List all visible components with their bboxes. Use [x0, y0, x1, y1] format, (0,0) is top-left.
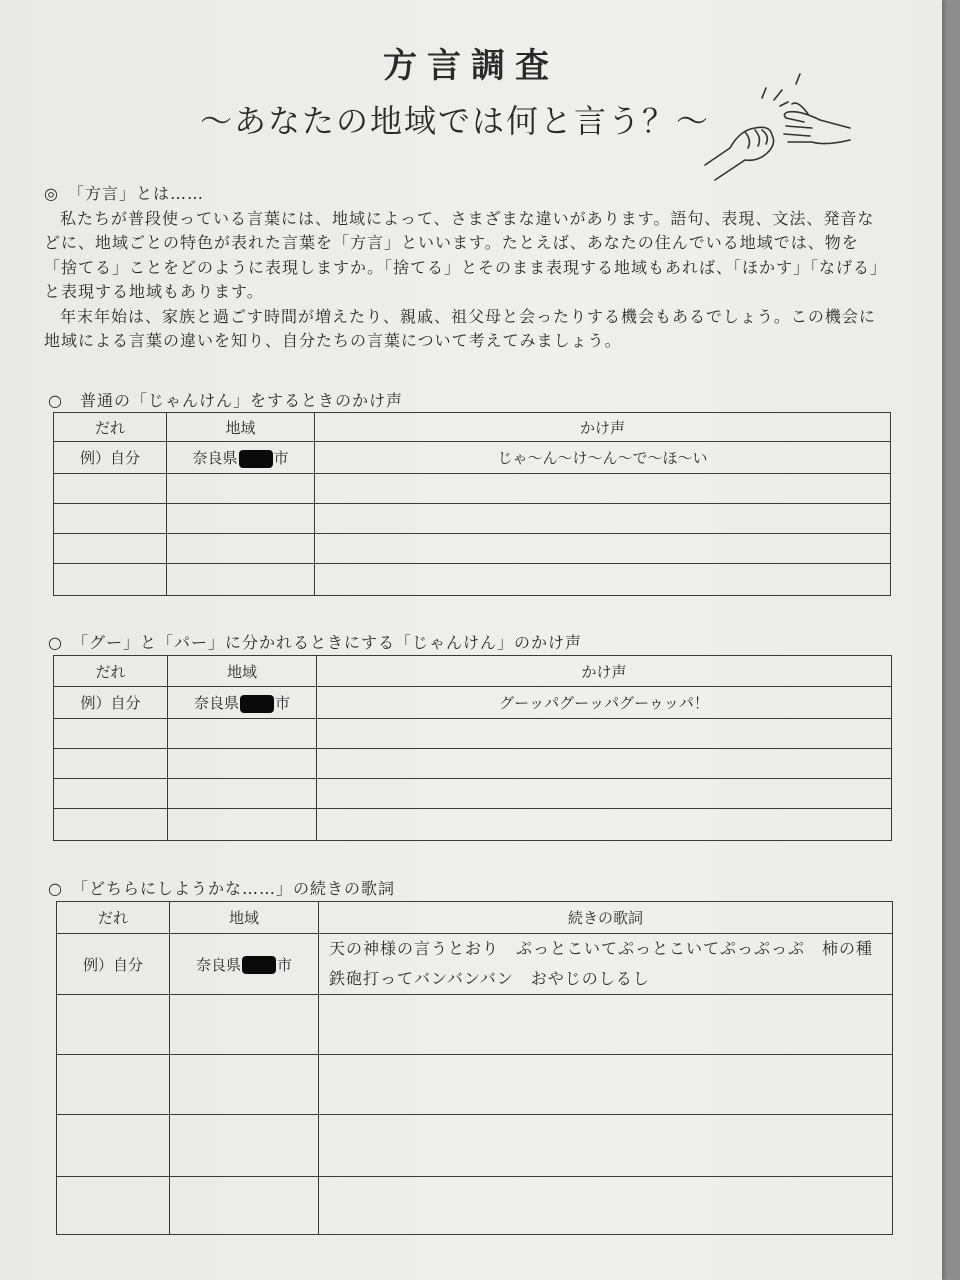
- intro-p2-line1: 年末年始は、家族と過ごす時間が増えたり、親戚、祖父母と会ったりする機会もあるでしょう。この機会に: [60, 306, 876, 326]
- region-cell[interactable]: [168, 719, 317, 749]
- table-row: [54, 779, 892, 809]
- who-cell[interactable]: [57, 1055, 170, 1115]
- rock-paper-hands-illustration: [700, 70, 860, 190]
- example-who: 例）自分: [54, 442, 167, 474]
- section-3-heading: ○ 「どちらにしようかな……」の続きの歌詞: [48, 879, 395, 898]
- region-pref: 奈良県: [195, 955, 241, 974]
- redaction-mark: [240, 695, 274, 713]
- region-pref: 奈良県: [193, 694, 239, 712]
- section-3-table: [56, 901, 893, 1235]
- header-region: 地域: [167, 413, 315, 442]
- page-subtitle: ～あなたの地域では何と言う？～: [200, 102, 711, 140]
- example-lyrics: [319, 934, 893, 995]
- intro-heading: ◎ 「方言」とは……: [44, 184, 204, 203]
- table-row: [54, 719, 892, 749]
- table-row: [54, 474, 891, 504]
- call-cell[interactable]: [317, 809, 892, 841]
- table-row: [57, 1177, 893, 1235]
- example-who: 例）自分: [54, 687, 168, 719]
- call-cell[interactable]: [315, 564, 891, 596]
- who-cell[interactable]: [54, 534, 167, 564]
- region-cell[interactable]: [167, 504, 315, 534]
- header-region: 地域: [168, 656, 317, 687]
- table-row: [54, 564, 891, 596]
- header-who: だれ: [54, 656, 168, 687]
- table-row: [54, 749, 892, 779]
- redaction-mark: [242, 956, 276, 974]
- section-1-table: [53, 412, 891, 596]
- section-1-heading: ○ 普通の「じゃんけん」をするときのかけ声: [48, 391, 403, 410]
- who-cell[interactable]: [54, 779, 168, 809]
- region-cell[interactable]: [170, 1115, 319, 1177]
- call-cell[interactable]: [317, 779, 892, 809]
- call-cell[interactable]: [315, 504, 891, 534]
- region-city: 市: [273, 449, 289, 467]
- who-cell[interactable]: [54, 474, 167, 504]
- example-region: [168, 687, 317, 719]
- region-city: 市: [277, 955, 293, 974]
- intro-p1-line4: と表現する地域もあります。: [44, 282, 264, 301]
- header-call: かけ声: [315, 413, 891, 442]
- intro-section: [44, 182, 894, 354]
- header-region: 地域: [170, 902, 319, 934]
- table-row: [54, 534, 891, 564]
- lyrics-line-2: 鉄砲打ってバンバンバン おやじのしるし: [329, 969, 650, 988]
- call-cell[interactable]: [317, 749, 892, 779]
- region-cell[interactable]: [168, 749, 317, 779]
- lyrics-line-1: 天の神様の言うとおり ぷっとこいてぷっとこいてぷっぷっぷ 柿の種: [329, 939, 874, 958]
- example-who: 例）自分: [57, 934, 170, 995]
- header-lyrics: 続きの歌詞: [319, 902, 893, 934]
- table-row-example: [57, 934, 893, 995]
- who-cell[interactable]: [54, 749, 168, 779]
- table-row: [54, 809, 892, 841]
- header-call: かけ声: [317, 656, 892, 687]
- who-cell[interactable]: [54, 809, 168, 841]
- intro-p1-line3: 「捨てる」ことをどのように表現しますか。「捨てる」とそのまま表現する地域もあれば、「ほかす」「なげる」: [44, 257, 888, 277]
- region-cell[interactable]: [167, 474, 315, 504]
- intro-p1-line2: どに、地域ごとの特色が表れた言葉を「方言」といいます。たとえば、あなたの住んでいる地域では、物を: [44, 233, 859, 252]
- call-cell[interactable]: [315, 534, 891, 564]
- region-cell[interactable]: [170, 1055, 319, 1115]
- who-cell[interactable]: [57, 995, 170, 1055]
- region-cell[interactable]: [168, 779, 317, 809]
- section-2-table: [53, 655, 892, 841]
- call-cell[interactable]: [315, 474, 891, 504]
- table-row-example: [54, 442, 891, 474]
- region-cell[interactable]: [167, 564, 315, 596]
- who-cell[interactable]: [57, 1177, 170, 1235]
- region-pref: 奈良県: [192, 449, 238, 467]
- table-row: [54, 504, 891, 534]
- redaction-mark: [239, 450, 273, 468]
- table-row-example: [54, 687, 892, 719]
- intro-p2-line2: 地域による言葉の違いを知り、自分たちの言葉について考えてみましょう。: [44, 331, 622, 350]
- table-row: [57, 995, 893, 1055]
- who-cell[interactable]: [54, 564, 167, 596]
- lyrics-cell[interactable]: [319, 1177, 893, 1235]
- header-who: だれ: [54, 413, 167, 442]
- section-2-heading: ○ 「グー」と「パー」に分かれるときにする「じゃんけん」のかけ声: [48, 633, 582, 652]
- table-row: [57, 1055, 893, 1115]
- call-cell[interactable]: [317, 719, 892, 749]
- example-region: [170, 934, 319, 995]
- example-region: [167, 442, 315, 474]
- who-cell[interactable]: [57, 1115, 170, 1177]
- lyrics-cell[interactable]: [319, 1055, 893, 1115]
- region-cell[interactable]: [167, 534, 315, 564]
- header-who: だれ: [57, 902, 170, 934]
- table-row: [57, 1115, 893, 1177]
- example-call: グーッパグーッパグーゥッパ！: [317, 687, 892, 719]
- region-city: 市: [275, 694, 291, 712]
- lyrics-cell[interactable]: [319, 1115, 893, 1177]
- who-cell[interactable]: [54, 504, 167, 534]
- page-title: 方言調査: [383, 46, 559, 86]
- example-call: じゃ～ん～け～ん～で～ほ～い: [315, 442, 891, 474]
- region-cell[interactable]: [170, 1177, 319, 1235]
- lyrics-cell[interactable]: [319, 995, 893, 1055]
- intro-p1-line1: 私たちが普段使っている言葉には、地域によって、さまざまな違いがあります。語句、表現、文法、発音な: [60, 208, 875, 228]
- region-cell[interactable]: [170, 995, 319, 1055]
- who-cell[interactable]: [54, 719, 168, 749]
- region-cell[interactable]: [168, 809, 317, 841]
